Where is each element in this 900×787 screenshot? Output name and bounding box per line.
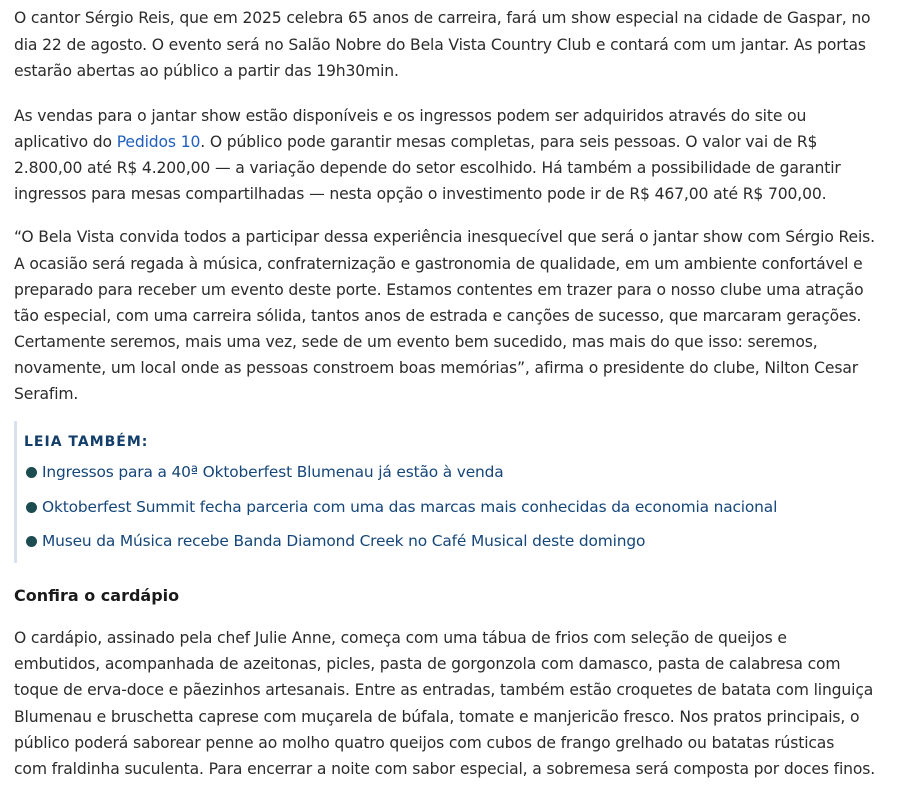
paragraph-2-line	[14, 132, 817, 152]
menu-paragraph-line: toque de erva-doce e pãezinhos artesanais. Entre as entradas, também estão croquetes de batata com linguiça	[14, 681, 874, 699]
paragraph-2-line: As vendas para o jantar show estão disponíveis e os ingressos podem ser adquiridos através do site ou	[14, 107, 807, 125]
quote-line: novamente, um local onde as pessoas constroem boas memórias”, afirma o presidente do clube, Nilton Cesar	[14, 359, 858, 377]
menu-paragraph-line: Blumenau e bruschetta caprese com muçarela de búfala, tomate e manjericão fresco. Nos pratos principais, o	[14, 708, 860, 726]
paragraph-1-line: O cantor Sérgio Reis, que em 2025 celebra 65 anos de carreira, fará um show especial na cidade de Gaspar, no	[14, 9, 871, 27]
paragraph-1-line: estarão abertas ao público a partir das 19h30min.	[14, 62, 399, 80]
quote-line: Serafim.	[14, 385, 79, 403]
read-more-link[interactable]: Oktoberfest Summit fecha parceria com uma das marcas mais conhecidas da economia nacional	[42, 498, 778, 516]
read-more-label: LEIA TAMBÉM:	[24, 434, 149, 450]
bullet-icon	[26, 536, 37, 547]
menu-paragraph-line: embutidos, acompanhada de azeitonas, picles, pasta de gorgonzola com damasco, pasta de calabresa com	[14, 655, 841, 673]
quote-line: “O Bela Vista convida todos a participar dessa experiência inesquecível que será o jantar show com Sérgio Reis.	[14, 228, 875, 246]
quote-line: preparado para receber um evento deste porte. Estamos contentes em trazer para o nosso clube uma atração	[14, 281, 864, 299]
read-more-link[interactable]: Ingressos para a 40ª Oktoberfest Blumenau já estão à venda	[42, 463, 504, 481]
read-more-link[interactable]: Museu da Música recebe Banda Diamond Creek no Café Musical deste domingo	[42, 532, 646, 550]
bullet-icon	[26, 467, 37, 478]
paragraph-2-text: aplicativo do	[14, 133, 117, 151]
read-more-item[interactable]	[26, 497, 777, 517]
paragraph-2-text: . O público pode garantir mesas completas, para seis pessoas. O valor vai de R$	[200, 133, 818, 151]
bullet-icon	[26, 502, 37, 513]
paragraph-1-line: dia 22 de agosto. O evento será no Salão Nobre do Bela Vista Country Club e contará com um jantar. As portas	[14, 36, 866, 54]
paragraph-2-line: ingressos para mesas compartilhadas — nesta opção o investimento pode ir de R$ 467,00 até R$ 700,00.	[14, 185, 827, 203]
section-heading: Confira o cardápio	[14, 586, 180, 605]
read-more-item[interactable]	[26, 462, 504, 482]
paragraph-2-line: 2.800,00 até R$ 4.200,00 — a variação depende do setor escolhido. Há também a possibilidade de garantir	[14, 159, 841, 177]
read-more-item[interactable]	[26, 531, 645, 551]
quote-line: Certamente seremos, mais uma vez, sede de um evento bem sucedido, mas mais do que isso: seremos,	[14, 333, 818, 351]
menu-paragraph-line: com fraldinha suculenta. Para encerrar a noite com sabor especial, a sobremesa será composta por doces finos.	[14, 760, 876, 778]
menu-paragraph-line: O cardápio, assinado pela chef Julie Anne, começa com uma tábua de frios com seleção de queijos e	[14, 629, 787, 647]
quote-line: tão especial, com uma carreira sólida, tantos anos de estrada e canções de sucesso, que marcaram gerações.	[14, 307, 862, 325]
pedidos10-link[interactable]: Pedidos 10	[116, 133, 201, 151]
menu-paragraph-line: público poderá saborear penne ao molho quatro queijos com cubos de frango grelhado ou batatas rústicas	[14, 734, 835, 752]
quote-line: A ocasião será regada à música, confraternização e gastronomia de qualidade, em um ambiente confortável e	[14, 255, 863, 273]
